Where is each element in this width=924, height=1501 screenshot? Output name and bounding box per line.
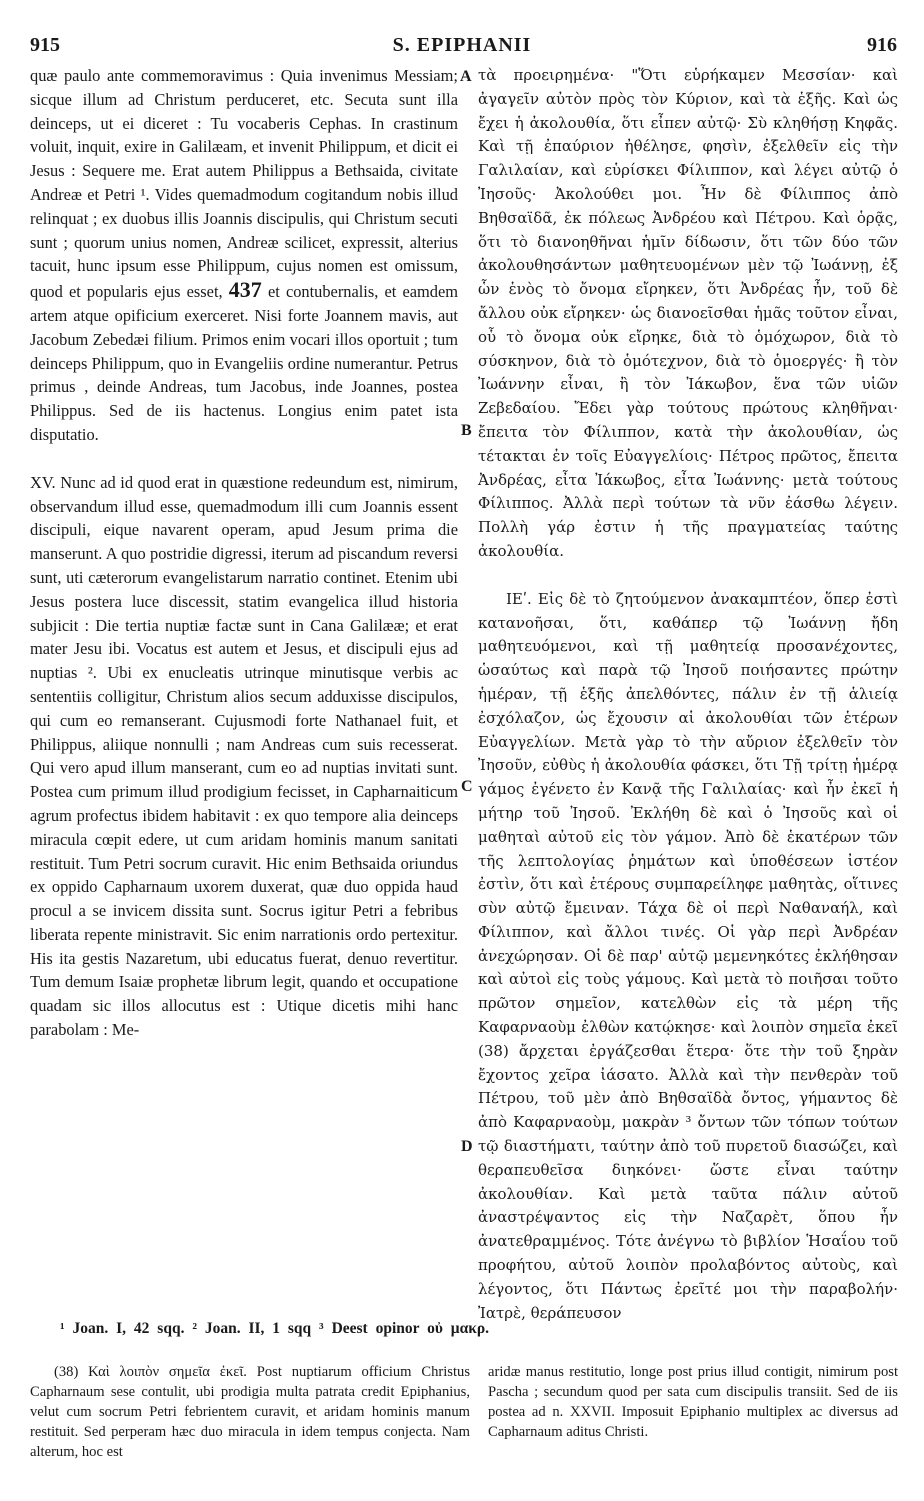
page-number-right: 916 [867, 34, 897, 56]
page-number-left: 915 [30, 34, 60, 56]
margin-letter-b: B [461, 422, 472, 439]
greek-column [478, 64, 898, 1325]
commentary-left-text: (38) Καὶ λοιπὸν σημεῖα ἐκεῖ. Post nuptiarum officium Christus Capharnaum sese contulit, ubi prodigia multa patrata credit Epiphanius, velut cum socrum Petri febrientem curavit, et aridam hominis manum restituit. Sed perperam hæc duo miracula in idem tempus conjecta. Nam alterum, hoc est [30, 1364, 470, 1460]
footnotes: ¹ Joan. I, 42 sqq. ² Joan. II, 1 sqq ³ Deest opinor οὐ μακρ. [60, 1320, 489, 1337]
latin-column [30, 64, 458, 1042]
commentary-left [30, 1362, 470, 1462]
running-header [0, 28, 924, 58]
latin-paragraph-1 [30, 64, 458, 447]
greek-paragraph-2: ΙΕʹ. Εἰς δὲ τὸ ζητούμενον ἀνακαμπτέον, ὅπερ ἐστὶ κατανοῆσαι, ὅτι, καθάπερ τῷ Ἰωάννῃ ἤδη μαθητευόμενοι, καὶ τῇ μαθητείᾳ προσανέχοντες, ὡσαύτως καὶ παρὰ τῷ Ἰησοῦ ποιήσαντες πρώτην ἡμέραν, τῇ ἑξῆς ἀπελθόντες, πάλιν ἐν τῇ ἁλιείᾳ ἐσχόλαζον, ὡς ἔχουσιν αἱ ἀκολουθίαι τῶν ἑτέρων Εὐαγγελίων. Μετὰ γὰρ τὸ τὴν αὔριον ἐξελθεῖν τὸν Ἰησοῦν, εὐθὺς ἡ ἀκολουθία φάσκει, ὅτι Τῇ τρίτῃ ἡμέρᾳ γάμος ἐγένετο ἐν Κανᾷ τῆς Γαλιλαίας· καὶ ἦν ἐκεῖ ἡ μήτηρ τοῦ Ἰησοῦ. Ἐκλήθη δὲ καὶ ὁ Ἰησοῦς καὶ οἱ μαθηταὶ αὐτοῦ εἰς τὸν γάμον. Ἀπὸ δὲ ἑκατέρων τῶν τῆς λεπτολογίας ῥημάτων καὶ ὑποθέσεων ἰστέον ἐστὶν, ὅτι καὶ ἑτέρους συμπαρείληφε μαθητὰς, οἵτινες σὺν αὐτῷ ἔμειναν. Τάχα δὲ οἱ περὶ Ναθαναήλ, καὶ Φίλιππον, καὶ ἄλλοι τινές. Οἱ γὰρ περὶ Ἀνδρέαν ἀνεχώρησαν. Οἱ δὲ παρ' αὐτῷ μεμενηκότες ἐκλήθησαν καὶ αὐτοὶ εἰς τοὺς γάμους. Καὶ μετὰ τὸ ποιῆσαι τοῦτο πρῶτον σημεῖον, κατελθὼν εἰς τὰ μέρη τῆς Καφαρναοὺμ ἐλθὼν κατῴκησε· καὶ λοιπὸν σημεῖα ἐκεῖ (38) ἄρχεται ἐργάζεσθαι ἕτερα· ὅτε τὴν τοῦ ξηρὰν ἔχοντος χεῖρα ἰάσατο. Ἀλλὰ καὶ τὴν πενθερὰν τοῦ Πέτρου, τοῦ μὲν ἀπὸ Βηθσαϊδὰ ὄντος, γήμαντος δὲ ἀπὸ Καφαρναοὺμ, μακρὰν ³ ὄντων τῶν τόπων τούτων τῷ διαστήματι, ταύτην ἀπὸ τοῦ πυρετοῦ διασώζει, καὶ θεραπευθεῖσα διηκόνει· ὥστε εἶναι ταύτην ἀκολουθίαν. Καὶ μετὰ ταῦτα πάλιν αὐτοῦ ἀναστρέψαντος εἰς τὴν Ναζαρὲτ, ὅπου ἦν ἀνατεθραμμένος. Τότε ἀνέγνω τὸ βιβλίον Ἡσαΐου τοῦ προφήτου, αὐτοῦ λοιπὸν προλαβόντος αὐτοὺς, καὶ λέγοντος, ὅτι Πάντως ἐρεῖτέ μοι τὴν παραβολήν· Ἰατρὲ, θεράπευσον [478, 589, 898, 1322]
margin-letter-d: D [461, 1138, 473, 1155]
margin-letter-c: C [461, 778, 473, 795]
latin-paragraph-1-text: quæ paulo ante commemoravimus : Quia invenimus Messiam; sicque illum ad Christum perduceret, etc. Secuta sunt illa deinceps, ut ei diceret : Tu vocaberis Cephas. In crastinum voluit, inquit, exire in Galilæam, et invenit Philippum, et dicit ei Jesus : Sequere me. Erat autem Philippus a Bethsaida, civitate Andreæ et Petri ¹. Vides quemadmodum cogitandum nobis illud relinquat ; ex duobus illis Joannis discipulis, qui Christum secuti sunt ; quorum unius nomen, Andreæ scilicet, expressit, alterius tacuit, hunc ipsum esse Philippum, cujus nomen est omissum, quod et popularis ejus esset, [30, 66, 458, 302]
commentary-right-text: aridæ manus restitutio, longe post prius illud contigit, nimirum post Pascha ; secundum quod per sata cum discipulis transiit. Sed de iis postea ad n. XXVII. Imposuit Epiphanio multiplex ac diversus ad Capharnaum aditus Christi. [488, 1364, 898, 1440]
greek-paragraph-1: τὰ προειρημένα· "Ὅτι εὑρήκαμεν Μεσσίαν· καὶ ἀγαγεῖν αὐτὸν πρὸς τὸν Κύριον, καὶ τὰ ἑξῆς. Καὶ ὡς ἔχει ἡ ἀκολουθία, ὅτι εἶπεν αὐτῷ· Σὺ κληθήσῃ Κηφᾶς. Καὶ τῇ ἐπαύριον ἠθέλησε, φησὶν, ἐξελθεῖν εἰς τὴν Γαλιλαίαν, καὶ εὑρίσκει Φίλιππον, καὶ λέγει αὐτῷ ὁ Ἰησοῦς· Ἀκολούθει μοι. Ἦν δὲ Φίλιππος ἀπὸ Βηθσαϊδᾶ, ἐκ πόλεως Ἀνδρέου καὶ Πέτρου. Καὶ ὁρᾷς, ὅτι τὸ διανοηθῆναι ἡμῖν δίδωσιν, ὅτι τῶν δύο τῶν ἀκολουθησάντων μαθητευομένων μὲν τῷ Ἰωάννῃ, ἐξ ὧν ἑνὸς τὸ ὄνομα εἴρηκεν, ὅτι Ἀνδρέας ἦν, τοῦ δὲ ἄλλου οὐκ εἴρηκεν· ὡς διανοεῖσθαι ἡμᾶς τοῦτον εἶναι, οὗ τὸ ὄνομα οὐκ εἴρηκε, διὰ τὸ ὁμόχωρον, διὰ τὸ σύσκηνον, διὰ τὸ ὁμότεχνον, διὰ τὸ ὁμοεργές· ἢ τὸν Ἰωάννην εἶναι, ἢ τὸν Ἰάκωβον, ἕνα τῶν υἱῶν Ζεβεδαίου. Ἔδει γὰρ τούτους πρώτους κληθῆναι· ἔπειτα τὸν Φίλιππον, κατὰ τὴν ἀκολουθίαν, ὡς τέτακται ἐν τοῖς Εὐαγγελίοις· Πέτρος πρῶτος, ἔπειτα Ἀνδρέας, εἶτα Ἰάκωβος, εἶτα Ἰωάννης· μετὰ τούτους Φίλιππος. Ἀλλὰ περὶ τούτων τὰ νῦν ἐάσθω λέγειν. Πολλὴ γάρ ἐστιν ἡ τῆς πραγματείας ταύτης ἀκολουθία. [478, 66, 898, 560]
latin-paragraph-1-cont: et contubernalis, et eamdem artem atque opificium exerceret. Nisi forte Joannem mavis, aut Jacobum Zebedæi filium. Primos enim vocari illos oportuit ; tum deinceps Philippum, quo in Evangeliis ordine numerantur. Petrus primus , deinde Andreas, tum Jacobus, inde Joannes, postea Philippus. Sed de iis hactenus. Longius enim patet ista disputatio. [30, 282, 458, 444]
latin-paragraph-2: XV. Nunc ad id quod erat in quæstione redeundum est, nimirum, observandum illud esse, quemadmodum illi cum Joannis essent discipuli, eique navarent operam, apud Jesum prima die manserunt. A quo postridie digressi, iterum ad piscandum reversi sunt, uti cæterorum evangelistarum narratio continet. Etenim ubi Jesus postera luce discessit, statim evangelica illud historia subjicit : Die tertia nuptiæ factæ sunt in Cana Galilææ; et erat mater Jesu ibi. Vocatus est autem et Jesus, et discipuli ejus ad nuptias ². Ubi ex enucleatis utrinque minutisque verbis ac sententiis colligitur, Christum alios secum adduxisse discipulos, qui cum eo remanserant. Cujusmodi forte Nathanael fuit, et Philippus, aliique nonnulli ; nam Andreas cum suis recesserat. Qui vero apud illum manserant, cum eo ad nuptias invitati sunt. Postea cum primum illud prodigium fecisset, in Capharnaiticum agrum profectus ibidem habitavit : ex quo tempore alia deinceps miracula cœpit edere, ut cum aridam hominis manum sanitati restituit. Tum Petri socrum curavit. Hic enim Bethsaida oriundus ex oppido Capharnaum uxorem duxerat, quæ duo oppida haud procul a se invicem dissita sunt. Socrus igitur Petri a febribus liberata repente ministravit. Sic enim narrationis ordo pertexitur. His ita gestis Nazaretum, ubi educatus fuerat, denuo revertitur. Tum demum Isaiæ prophetæ librum legit, quando et occupatione quadam sic illos allocutus est : Utique dicetis mihi hanc parabolam : Me- [30, 472, 458, 1040]
running-head-title: S. EPIPHANII [392, 34, 532, 56]
margin-letter-a: A [460, 68, 472, 85]
commentary-right [488, 1362, 898, 1442]
edition-page-number: 437 [228, 277, 262, 303]
